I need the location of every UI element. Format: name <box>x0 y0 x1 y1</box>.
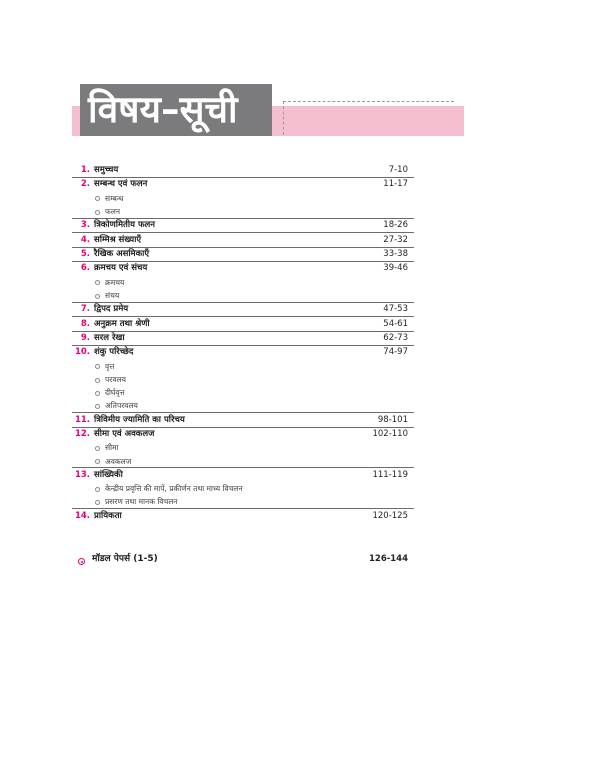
chapter-pages: 11-17 <box>383 179 408 190</box>
chapter-pages: 120-125 <box>372 510 408 521</box>
subtopic-label: वृत्त <box>105 361 115 371</box>
bullet-icon <box>95 459 100 464</box>
subtopic-label: अतिपरवलय <box>105 401 138 411</box>
chapter-number: 1. <box>80 165 90 175</box>
header-dashed-frame <box>283 101 454 135</box>
toc-subtopic[interactable] <box>95 192 123 205</box>
chapter-number: 7. <box>80 304 90 315</box>
toc-chapter-row[interactable] <box>0 302 600 317</box>
toc-subtopic[interactable] <box>95 276 124 289</box>
toc-subtopic[interactable] <box>95 482 243 495</box>
page-title: विषय–सूची <box>88 88 238 131</box>
chapter-title: सम्बन्ध एवं फलन <box>94 179 148 190</box>
toc-chapter-row[interactable] <box>0 261 600 276</box>
bullet-icon <box>95 391 100 396</box>
chapter-pages: 111-119 <box>372 469 408 480</box>
chapter-pages: 74-97 <box>383 347 408 358</box>
chapter-number: 9. <box>80 333 90 343</box>
toc-subtopic[interactable] <box>95 360 114 373</box>
model-papers-title[interactable]: मॉडल पेपर्स (1-5) <box>92 554 158 564</box>
chapter-title: क्रमचय एवं संचय <box>94 263 148 274</box>
chapter-title: रैखिक असमिकाएँ <box>94 249 150 259</box>
chapter-pages: 102-110 <box>372 429 408 439</box>
chapter-number: 4. <box>80 234 90 245</box>
bullet-icon <box>95 500 100 505</box>
toc-chapter-row[interactable] <box>0 317 600 332</box>
model-papers-pages: 126-144 <box>368 554 408 564</box>
subtopic-label: क्रमचय <box>105 277 125 287</box>
chapter-number: 12. <box>74 429 90 439</box>
bullet-circle-icon <box>78 558 85 565</box>
chapter-number: 2. <box>80 179 90 190</box>
subtopic-label: फलन <box>105 207 121 216</box>
bullet-icon <box>95 280 100 285</box>
toc-subtopic[interactable] <box>95 373 126 386</box>
bullet-icon <box>95 196 100 201</box>
toc-chapter-row[interactable] <box>0 427 600 442</box>
chapter-title: समुच्चय <box>94 165 119 175</box>
toc-chapter-row[interactable] <box>0 509 600 524</box>
chapter-title: द्विपद प्रमेय <box>94 304 129 315</box>
chapter-title: अनुक्रम तथा श्रेणी <box>94 318 150 329</box>
chapter-number: 11. <box>74 414 90 425</box>
bullet-icon <box>95 364 100 369</box>
toc-subtopic[interactable] <box>95 205 120 218</box>
toc-chapter-row[interactable] <box>0 163 600 178</box>
chapter-pages: 27-32 <box>383 234 408 245</box>
chapter-number: 6. <box>80 263 90 274</box>
chapter-title: प्रायिकता <box>94 510 122 521</box>
chapter-pages: 7-10 <box>388 165 408 175</box>
chapter-title: सम्मिश्र संख्याएँ <box>94 234 142 245</box>
subtopic-label: संचय <box>105 291 120 300</box>
chapter-number: 8. <box>80 318 90 329</box>
chapter-pages: 62-73 <box>383 333 408 343</box>
chapter-title: सरल रेखा <box>94 333 125 343</box>
chapter-number: 3. <box>80 220 90 231</box>
chapter-title: शंकु परिच्छेद <box>94 347 134 358</box>
chapter-title: त्रिकोणमितीय फलन <box>94 220 156 231</box>
toc-chapter-row[interactable] <box>0 413 600 428</box>
toc-chapter-row[interactable] <box>0 177 600 192</box>
chapter-pages: 18-26 <box>383 220 408 231</box>
bullet-icon <box>95 487 100 492</box>
toc-chapter-row[interactable] <box>0 345 600 360</box>
subtopic-label: अवकलज <box>105 456 132 466</box>
chapter-title: त्रिविमीय ज्यामिति का परिचय <box>94 414 185 425</box>
bullet-icon <box>95 404 100 409</box>
subtopic-label: सीमा <box>105 443 119 453</box>
toc-chapter-row[interactable] <box>0 233 600 248</box>
toc-subtopic[interactable] <box>95 386 125 399</box>
toc-subtopic[interactable] <box>95 289 119 302</box>
toc-subtopic[interactable] <box>95 441 118 454</box>
toc-chapter-row[interactable] <box>0 247 600 262</box>
chapter-number: 10. <box>74 347 90 358</box>
subtopic-label: दीर्घवृत्त <box>105 388 125 398</box>
toc-subtopic[interactable] <box>95 455 131 468</box>
chapter-number: 14. <box>74 510 90 521</box>
toc-subtopic[interactable] <box>95 495 177 508</box>
toc-subtopic[interactable] <box>95 399 138 412</box>
subtopic-label: सम्बन्ध <box>105 193 124 203</box>
chapter-pages: 98-101 <box>377 414 408 425</box>
subtopic-label: केन्द्रीय प्रवृत्ति की मापें, प्रकीर्णन तथा माध्य विचलन <box>105 484 243 494</box>
chapter-pages: 33-38 <box>383 249 408 259</box>
chapter-pages: 39-46 <box>383 263 408 274</box>
subtopic-label: प्रसरण तथा मानक विचलन <box>105 497 178 507</box>
chapter-number: 13. <box>74 469 90 480</box>
toc-chapter-row[interactable] <box>0 468 600 483</box>
bullet-icon <box>95 294 100 299</box>
bullet-icon <box>95 210 100 215</box>
chapter-title: सीमा एवं अवकलज <box>94 429 155 439</box>
toc-chapter-row[interactable] <box>0 218 600 233</box>
bullet-icon <box>95 378 100 383</box>
chapter-number: 5. <box>80 249 90 259</box>
subtopic-label: परवलय <box>105 375 126 384</box>
chapter-pages: 54-61 <box>383 318 408 329</box>
toc-chapter-row[interactable] <box>0 331 600 346</box>
chapter-title: सांख्यिकी <box>94 469 123 480</box>
bullet-icon <box>95 446 100 451</box>
chapter-pages: 47-53 <box>383 304 408 315</box>
